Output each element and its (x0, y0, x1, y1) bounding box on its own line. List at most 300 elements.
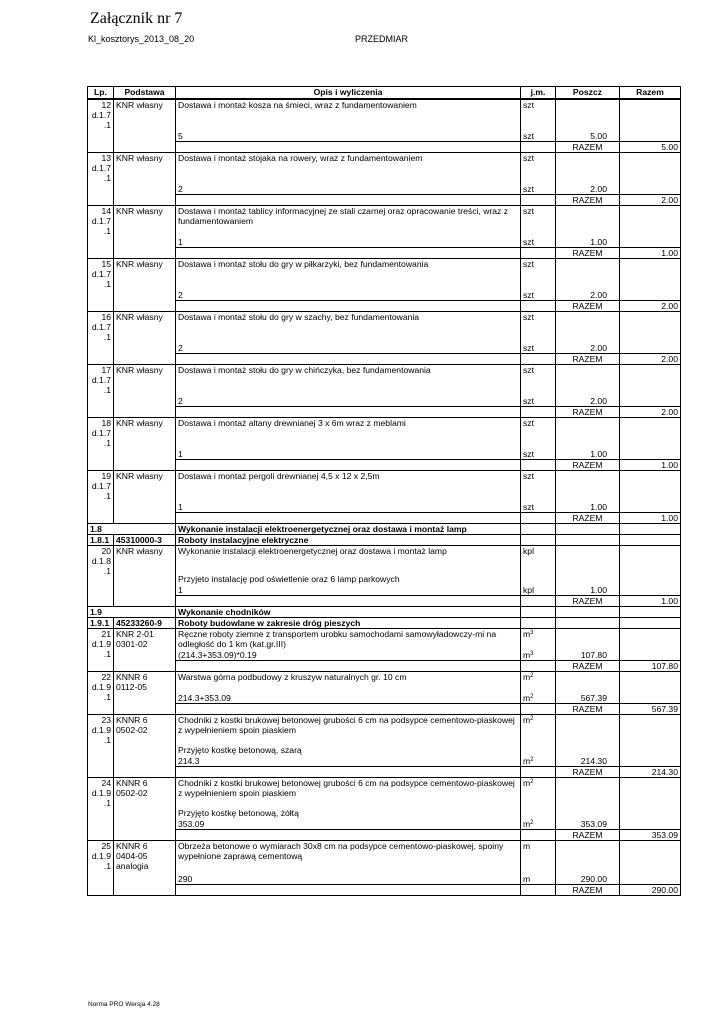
lp-sub: .1 (103, 490, 111, 501)
item-lp (88, 545, 114, 606)
razem-label: RAZEM (556, 884, 620, 895)
section-empty (521, 534, 556, 545)
qty-value: 1.00 (590, 236, 607, 247)
section-empty (620, 617, 681, 628)
unit-top: $m^3$ (523, 628, 534, 639)
item-row (88, 714, 681, 766)
item-total-empty (620, 470, 681, 512)
lp-number: 21 (101, 628, 111, 639)
razem-total: 2.00 (620, 353, 681, 364)
basis-catalog: KNNR 6 (116, 671, 148, 682)
basis-text: KNR własny (116, 470, 163, 481)
calculation: 2 (178, 289, 183, 300)
lp-number: 18 (101, 417, 111, 428)
section-empty (620, 523, 681, 534)
razem-label: RAZEM (556, 660, 620, 671)
subsection-row (88, 617, 681, 628)
razem-spacer (176, 459, 521, 470)
col-desc: Opis i wyliczenia (176, 87, 521, 100)
razem-total: 567.39 (620, 703, 681, 714)
razem-label: RAZEM (556, 512, 620, 523)
lp-number: 19 (101, 470, 111, 481)
basis-catalog: KNNR 6 (116, 714, 148, 725)
col-unit: j.m. (521, 87, 556, 100)
razem-total: 1.00 (620, 459, 681, 470)
razem-row (88, 766, 681, 777)
razem-spacer (521, 353, 556, 364)
item-total-empty (620, 205, 681, 247)
item-lp (88, 364, 114, 417)
item-basis (114, 311, 176, 364)
item-total-empty (620, 152, 681, 194)
lp-section: d.1.9 (91, 681, 111, 692)
section-title: Wykonanie instalacji elektroenergetycznej oraz dostawa i montaż lamp (176, 523, 521, 534)
razem-spacer (521, 884, 556, 895)
description-text: Dostawa i montaż stołu do gry w chińczyka, bez fundamentowania (178, 364, 431, 375)
item-unit (521, 152, 556, 194)
item-unit (521, 364, 556, 406)
razem-row (88, 703, 681, 714)
razem-label: RAZEM (556, 595, 620, 606)
section-empty (556, 534, 620, 545)
item-row (88, 258, 681, 300)
basis-position: 0301-02 (116, 638, 148, 649)
item-description (176, 777, 521, 829)
lp-sub: .1 (103, 648, 111, 659)
lp-section: d.1.9 (91, 724, 111, 735)
calculation: 1 (178, 236, 183, 247)
unit-top: szt (523, 205, 534, 216)
item-unit (521, 671, 556, 703)
razem-row (88, 595, 681, 606)
item-row (88, 777, 681, 829)
calculation: 5 (178, 130, 183, 141)
section-empty (620, 606, 681, 617)
lp-sub: .1 (103, 860, 111, 871)
lp-number: 22 (101, 671, 111, 682)
item-basis (114, 258, 176, 311)
subsection-number: 1.9.1 (88, 617, 114, 628)
item-total-empty (620, 714, 681, 766)
unit-top: szt (523, 258, 534, 269)
razem-spacer (521, 247, 556, 258)
unit-top: m (523, 840, 531, 851)
subsection-title: Roboty budowlane w zakresie dróg pieszych (176, 617, 521, 628)
qty-value: 290.00 (580, 873, 607, 884)
item-basis (114, 364, 176, 417)
lp-section: d.1.7 (91, 110, 111, 120)
unit-bottom: szt (523, 183, 534, 194)
description-text: Dostawa i montaż stołu do gry w piłkarzyki, bez fundamentowania (178, 258, 429, 269)
razem-row (88, 512, 681, 523)
qty-value: 1.00 (590, 448, 607, 459)
razem-total: 1.00 (620, 247, 681, 258)
unit-top: szt (523, 470, 534, 481)
item-description (176, 671, 521, 703)
razem-total: 214.30 (620, 766, 681, 777)
unit-top: szt (523, 152, 534, 163)
razem-spacer (176, 300, 521, 311)
item-total-empty (620, 840, 681, 884)
lp-sub: .1 (103, 120, 111, 130)
section-empty (556, 523, 620, 534)
description-text: Wykonanie instalacji elektroenergetycznej oraz dostawa i montaż lamp (178, 545, 447, 556)
razem-label: RAZEM (556, 141, 620, 152)
document-type: PRZEDMIAR (355, 34, 409, 44)
item-total-empty (620, 364, 681, 406)
basis-text: KNR własny (116, 364, 163, 375)
razem-spacer (176, 406, 521, 417)
item-total-empty (620, 311, 681, 353)
item-basis (114, 777, 176, 840)
section-empty (521, 606, 556, 617)
razem-spacer (521, 766, 556, 777)
col-lp: Lp. (88, 87, 114, 100)
unit-top: $m^2$ (523, 671, 534, 682)
unit-top: szt (523, 364, 534, 375)
lp-section: d.1.7 (91, 374, 111, 385)
section-empty (556, 617, 620, 628)
description-text: Dostawa i montaż altany drewnianej 3 x 6m wraz z meblami (178, 417, 406, 428)
item-total-empty (620, 777, 681, 829)
lp-number: 12 (101, 100, 111, 110)
description-text: Ręczne roboty ziemne z transportem urobku samochodami samowyładowczy-mi na odległość do 1 km (kat.gr.III) (178, 628, 497, 649)
basis-position: 0502-02 (116, 724, 148, 735)
item-description (176, 628, 521, 660)
lp-sub: .1 (103, 172, 111, 183)
razem-label: RAZEM (556, 703, 620, 714)
item-qty (556, 470, 620, 512)
item-description (176, 714, 521, 766)
calculation: 2 (178, 342, 183, 353)
item-description (176, 258, 521, 300)
subsection-code: 45233260-9 (114, 617, 176, 628)
item-note: Przyjeto instalację pod oświetlenie oraz 6 lamp parkowych (178, 573, 400, 584)
description-text: Dostawa i montaż kosza na śmieci, wraz z fundamentowaniem (178, 100, 417, 110)
item-qty (556, 99, 620, 141)
item-qty (556, 258, 620, 300)
file-name: Kl_kosztorys_2013_08_20 (88, 34, 195, 44)
calculation: 290 (178, 873, 193, 884)
basis-catalog: KNNR 6 (116, 840, 148, 851)
subsection-row (88, 534, 681, 545)
lp-section: d.1.9 (91, 850, 111, 861)
subsection-title: Roboty instalacyjne elektryczne (176, 534, 521, 545)
item-description (176, 417, 521, 459)
lp-number: 23 (101, 714, 111, 725)
item-total-empty (620, 545, 681, 595)
item-lp (88, 417, 114, 470)
razem-spacer (521, 194, 556, 205)
lp-section: d.1.7 (91, 321, 111, 332)
lp-section: d.1.7 (91, 162, 111, 173)
lp-section: d.1.7 (91, 215, 111, 226)
item-qty (556, 840, 620, 884)
item-basis (114, 417, 176, 470)
razem-total: 1.00 (620, 595, 681, 606)
razem-spacer (176, 353, 521, 364)
item-lp (88, 99, 114, 152)
razem-total: 5.00 (620, 141, 681, 152)
item-description (176, 152, 521, 194)
item-total-empty (620, 258, 681, 300)
col-basis: Podstawa (114, 87, 176, 100)
calculation: 1 (178, 584, 183, 595)
item-total-empty (620, 99, 681, 141)
razem-spacer (176, 595, 521, 606)
item-basis (114, 840, 176, 895)
calculation: 353.09 (178, 818, 205, 829)
razem-total: 353.09 (620, 829, 681, 840)
lp-number: 13 (101, 152, 111, 163)
qty-value: 107.80 (580, 649, 607, 660)
item-row (88, 417, 681, 459)
basis-extra: analogia (116, 860, 149, 871)
razem-label: RAZEM (556, 194, 620, 205)
item-total-empty (620, 628, 681, 660)
qty-value: 2.00 (590, 183, 607, 194)
razem-spacer (521, 595, 556, 606)
qty-value: 353.09 (580, 818, 607, 829)
razem-row (88, 884, 681, 895)
item-qty (556, 152, 620, 194)
razem-spacer (521, 459, 556, 470)
subsection-code: 45310000-3 (114, 534, 176, 545)
item-lp (88, 258, 114, 311)
razem-spacer (176, 194, 521, 205)
lp-sub: .1 (103, 565, 111, 576)
item-unit (521, 628, 556, 660)
basis-catalog: KNNR 6 (116, 777, 148, 788)
razem-total: 290.00 (620, 884, 681, 895)
unit-top: $m^2$ (523, 777, 534, 788)
qty-value: 567.39 (580, 692, 607, 703)
razem-row (88, 660, 681, 671)
item-qty (556, 777, 620, 829)
lp-section: d.1.9 (91, 787, 111, 798)
unit-bottom: szt (523, 130, 534, 141)
item-total-empty (620, 671, 681, 703)
item-row (88, 671, 681, 703)
razem-spacer (521, 512, 556, 523)
item-lp (88, 311, 114, 364)
item-total-empty (620, 417, 681, 459)
item-qty (556, 714, 620, 766)
unit-bottom: szt (523, 448, 534, 459)
item-basis (114, 470, 176, 523)
col-total: Razem (620, 87, 681, 100)
razem-spacer (176, 703, 521, 714)
section-empty (556, 606, 620, 617)
calculation: 2 (178, 395, 183, 406)
razem-label: RAZEM (556, 300, 620, 311)
description-text: Obrzeża betonowe o wymiarach 30x8 cm na podsypce cementowo-piaskowej, spoiny wypełnione zaprawą cementową (178, 840, 504, 861)
item-row (88, 545, 681, 595)
basis-text: KNR własny (116, 417, 163, 428)
lp-number: 25 (101, 840, 111, 851)
basis-catalog: KNR 2-01 (116, 628, 154, 639)
basis-text: KNR własny (116, 100, 163, 110)
basis-text: KNR własny (116, 311, 163, 322)
item-description (176, 364, 521, 406)
lp-sub: .1 (103, 734, 111, 745)
item-row (88, 628, 681, 660)
item-basis (114, 628, 176, 671)
razem-spacer (176, 766, 521, 777)
razem-total: 2.00 (620, 406, 681, 417)
item-unit (521, 205, 556, 247)
razem-spacer (176, 660, 521, 671)
section-title: Wykonanie chodników (176, 606, 521, 617)
basis-position: 0404-05 (116, 850, 148, 861)
subsection-number: 1.8.1 (88, 534, 114, 545)
razem-spacer (521, 829, 556, 840)
software-footer: Norma PRO Wersja 4.28 (88, 1001, 160, 1008)
qty-value: 5.00 (590, 130, 607, 141)
table-body (88, 99, 681, 895)
unit-bottom: $m^2$ (523, 818, 534, 829)
item-lp (88, 205, 114, 258)
razem-spacer (176, 141, 521, 152)
razem-label: RAZEM (556, 247, 620, 258)
description-text: Chodniki z kostki brukowej betonowej grubości 6 cm na podsypce cementowo-piaskowej z wypełnieniem spoin piaskiem (178, 714, 515, 735)
section-empty (521, 617, 556, 628)
table-header (88, 87, 681, 100)
calculation: 1 (178, 448, 183, 459)
razem-row (88, 247, 681, 258)
item-description (176, 99, 521, 141)
item-basis (114, 714, 176, 777)
item-qty (556, 205, 620, 247)
razem-row (88, 829, 681, 840)
lp-section: d.1.7 (91, 268, 111, 279)
razem-label: RAZEM (556, 353, 620, 364)
razem-spacer (521, 660, 556, 671)
item-qty (556, 417, 620, 459)
calculation: 1 (178, 501, 183, 512)
item-qty (556, 545, 620, 595)
razem-total: 2.00 (620, 300, 681, 311)
item-unit (521, 311, 556, 353)
description-text: Dostawa i montaż pergoli drewnianej 4,5 x 12 x 2,5m (178, 470, 380, 481)
item-basis (114, 99, 176, 152)
item-unit (521, 99, 556, 141)
razem-row (88, 194, 681, 205)
razem-label: RAZEM (556, 829, 620, 840)
section-number: 1.8 (88, 523, 176, 534)
lp-sub: .1 (103, 278, 111, 289)
lp-number: 15 (101, 258, 111, 269)
lp-sub: .1 (103, 691, 111, 702)
razem-spacer (521, 703, 556, 714)
razem-row (88, 141, 681, 152)
qty-value: 2.00 (590, 395, 607, 406)
item-row (88, 840, 681, 884)
razem-total: 2.00 (620, 194, 681, 205)
lp-number: 17 (101, 364, 111, 375)
description-text: Dostawa i montaż stojaka na rowery, wraz z fundamentowaniem (178, 152, 423, 163)
item-row (88, 99, 681, 141)
lp-section: d.1.7 (91, 427, 111, 438)
lp-sub: .1 (103, 437, 111, 448)
item-unit (521, 840, 556, 884)
unit-top: szt (523, 417, 534, 428)
lp-number: 24 (101, 777, 111, 788)
razem-row (88, 353, 681, 364)
razem-spacer (521, 141, 556, 152)
section-row (88, 606, 681, 617)
razem-total: 1.00 (620, 512, 681, 523)
unit-bottom: m (523, 873, 531, 884)
unit-bottom: szt (523, 289, 534, 300)
item-unit (521, 545, 556, 595)
qty-value: 2.00 (590, 342, 607, 353)
item-basis (114, 671, 176, 714)
lp-number: 20 (101, 545, 111, 556)
section-number: 1.9 (88, 606, 176, 617)
basis-text: KNR własny (116, 258, 163, 269)
basis-text: KNR własny (116, 545, 163, 556)
estimate-table (87, 86, 681, 896)
description-text: Warstwa górna podbudowy z kruszyw naturalnych gr. 10 cm (178, 671, 407, 682)
unit-bottom: $m^3$ (523, 649, 534, 660)
basis-text: KNR własny (116, 205, 163, 216)
razem-row (88, 406, 681, 417)
unit-bottom: szt (523, 236, 534, 247)
lp-section: d.1.9 (91, 638, 111, 649)
item-qty (556, 311, 620, 353)
item-lp (88, 152, 114, 205)
item-lp (88, 777, 114, 840)
item-row (88, 205, 681, 247)
lp-number: 14 (101, 205, 111, 216)
section-row (88, 523, 681, 534)
calculation: 214.3 (178, 755, 200, 766)
item-row (88, 364, 681, 406)
description-text: Dostawa i montaż tablicy informacyjnej ze stali czarnej oraz opracowanie treści, wraz z fundamentowaniem (178, 205, 509, 226)
razem-label: RAZEM (556, 406, 620, 417)
razem-spacer (176, 829, 521, 840)
basis-position: 0112-05 (116, 681, 147, 692)
lp-sub: .1 (103, 797, 111, 808)
basis-position: 0502-02 (116, 787, 148, 798)
item-unit (521, 417, 556, 459)
item-note: Przyjęto kostkę betonową, szarą (178, 744, 302, 755)
item-qty (556, 671, 620, 703)
razem-row (88, 459, 681, 470)
qty-value: 214.30 (580, 755, 607, 766)
item-lp (88, 840, 114, 895)
item-row (88, 470, 681, 512)
unit-bottom: szt (523, 501, 534, 512)
lp-sub: .1 (103, 331, 111, 342)
col-qty: Poszcz (556, 87, 620, 100)
unit-top: szt (523, 311, 534, 322)
unit-top: $m^2$ (523, 714, 534, 725)
item-qty (556, 628, 620, 660)
razem-row (88, 300, 681, 311)
item-basis (114, 205, 176, 258)
razem-spacer (176, 512, 521, 523)
razem-spacer (521, 300, 556, 311)
razem-spacer (176, 884, 521, 895)
item-lp (88, 671, 114, 714)
calculation: (214.3+353.09)*0.19 (178, 649, 257, 660)
item-lp (88, 470, 114, 523)
razem-spacer (176, 247, 521, 258)
item-basis (114, 545, 176, 606)
item-row (88, 152, 681, 194)
